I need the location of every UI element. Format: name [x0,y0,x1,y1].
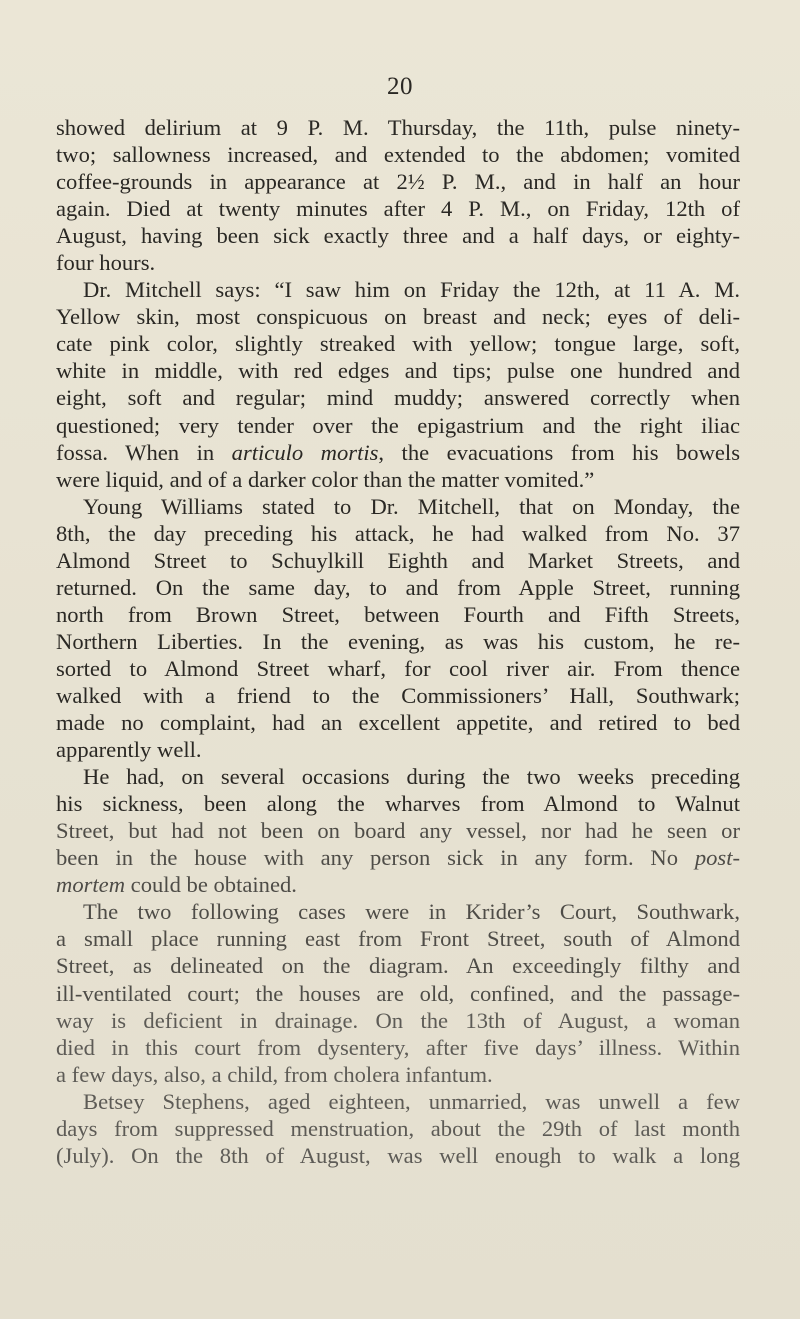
text-line: mortem could be obtained. [56,872,297,898]
text-line: white in middle, with red edges and tips; pulse one hundred and [56,358,740,384]
text-line: died in this court from dysentery, after five days’ illness. Within [56,1034,740,1060]
text-line: cate pink color, slightly streaked with yellow; tongue large, soft, [56,331,740,357]
text-line: (July). On the 8th of August, was well enough to walk a long [56,1142,740,1168]
text-line: coffee-grounds in appearance at 2½ P. M., and in half an hour [56,169,740,195]
text-line: Street, as delineated on the diagram. An exceedingly filthy and [56,953,740,979]
page-number: 20 [387,73,413,100]
text-line: He had, on several occasions during the two weeks preceding [83,764,740,790]
text-line: walked with a friend to the Commissioners’ Hall, Southwark; [56,682,740,708]
text-line: way is deficient in drainage. On the 13th of August, a woman [56,1007,740,1033]
text-line: sorted to Almond Street wharf, for cool river air. From thence [56,655,740,681]
text-line: two; sallowness increased, and extended to the abdomen; vomited [56,142,740,168]
text-line: Street, but had not been on board any vessel, nor had he seen or [56,818,740,844]
text-line: fossa. When in articulo mortis, the evacuations from his bowels [56,439,740,465]
text-line: apparently well. [56,737,202,763]
text-line: north from Brown Street, between Fourth and Fifth Streets, [56,601,740,627]
text-line: ill-ventilated court; the houses are old, confined, and the passage- [56,980,740,1006]
text-line: questioned; very tender over the epigastrium and the right iliac [56,412,740,438]
text-line: Yellow skin, most conspicuous on breast and neck; eyes of deli- [56,304,740,330]
text-line: again. Died at twenty minutes after 4 P. M., on Friday, 12th of [56,196,740,222]
text-line: Dr. Mitchell says: “I saw him on Friday the 12th, at 11 A. M. [83,277,740,303]
text-line: Northern Liberties. In the evening, as was his custom, he re- [56,628,740,654]
text-line: days from suppressed menstruation, about the 29th of last month [56,1115,740,1141]
text-line: Betsey Stephens, aged eighteen, unmarried, was unwell a few [83,1088,740,1114]
text-line: his sickness, been along the wharves from Almond to Walnut [56,791,740,817]
text-line: Young Williams stated to Dr. Mitchell, that on Monday, the [83,493,740,519]
text-line: showed delirium at 9 P. M. Thursday, the 11th, pulse ninety- [56,115,740,140]
text-line: The two following cases were in Krider’s Court, Southwark, [83,899,740,925]
text-line: a few days, also, a child, from cholera infantum. [56,1061,493,1087]
text-line: August, having been sick exactly three and a half days, or eighty- [56,223,740,249]
text-line: Almond Street to Schuylkill Eighth and Market Streets, and [56,547,740,573]
text-line: been in the house with any person sick in any form. No post- [56,845,740,871]
text-line: returned. On the same day, to and from Apple Street, running [56,574,740,600]
text-line: were liquid, and of a darker color than the matter vomited.” [56,466,595,492]
text-line: made no complaint, had an excellent appetite, and retired to bed [56,710,740,736]
text-line: 8th, the day preceding his attack, he had walked from No. 37 [56,520,740,546]
text-line: eight, soft and regular; mind muddy; answered correctly when [56,385,740,411]
text-line: four hours. [56,250,156,276]
body-text [56,114,740,1169]
text-line: a small place running east from Front Street, south of Almond [56,926,740,952]
